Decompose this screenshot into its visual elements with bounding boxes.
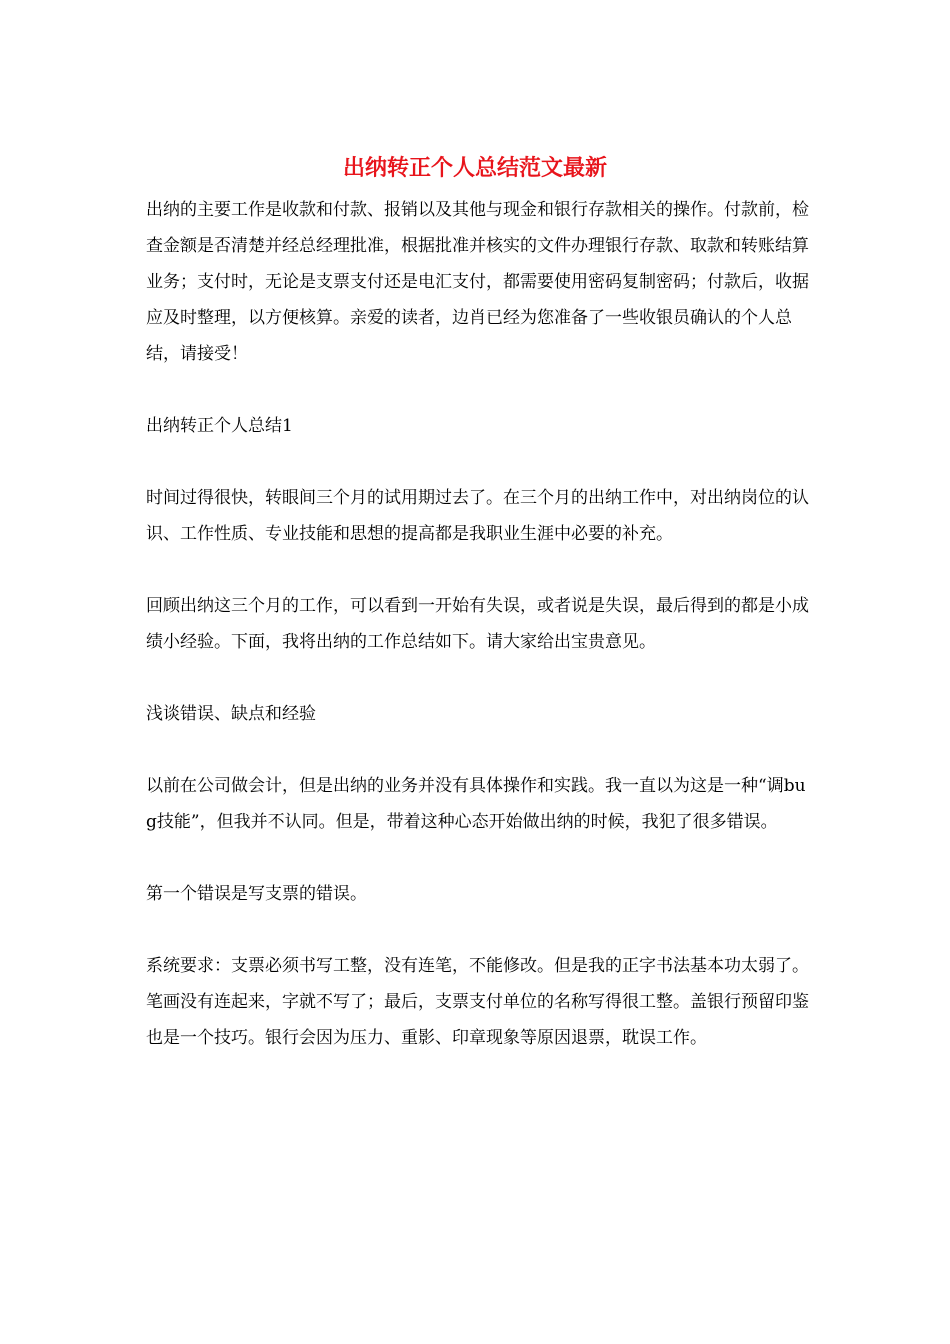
document-body: [146, 192, 816, 1092]
section-heading: 出纳转正个人总结1: [146, 416, 293, 436]
paragraph: 以前在公司做会计，但是出纳的业务并没有具体操作和实践。我一直以为这是一种“调bug技能”，但我并不认同。但是，带着这种心态开始做出纳的时候，我犯了很多错误。: [146, 776, 806, 832]
document-title: 出纳转正个人总结范文最新: [342, 155, 607, 181]
paragraph: 系统要求：支票必须书写工整，没有连笔，不能修改。但是我的正字书法基本功太弱了。笔画没有连起来，字就不写了；最后，支票支付单位的名称写得很工整。盖银行预留印鉴也是一个技巧。银行会因为压力、重影、印章现象等原因退票，耽误工作。: [146, 956, 809, 1048]
intro-paragraph: 出纳的主要工作是收款和付款、报销以及其他与现金和银行存款相关的操作。付款前，检查金额是否清楚并经总经理批准，根据批准并核实的文件办理银行存款、取款和转账结算业务；支付时，无论是支票支付还是电汇支付，都需要使用密码复制密码；付款后，收据应及时整理，以方便核算。亲爱的读者，边肖已经为您准备了一些收银员确认的个人总结，请接受！: [146, 200, 809, 364]
subsection-heading: 浅谈错误、缺点和经验: [146, 704, 316, 724]
paragraph: 时间过得很快，转眼间三个月的试用期过去了。在三个月的出纳工作中，对出纳岗位的认识、工作性质、专业技能和思想的提高都是我职业生涯中必要的补充。: [146, 488, 809, 544]
paragraph: 第一个错误是写支票的错误。: [146, 884, 367, 904]
paragraph: 回顾出纳这三个月的工作，可以看到一开始有失误，或者说是失误，最后得到的都是小成绩小经验。下面，我将出纳的工作总结如下。请大家给出宝贵意见。: [146, 596, 809, 652]
